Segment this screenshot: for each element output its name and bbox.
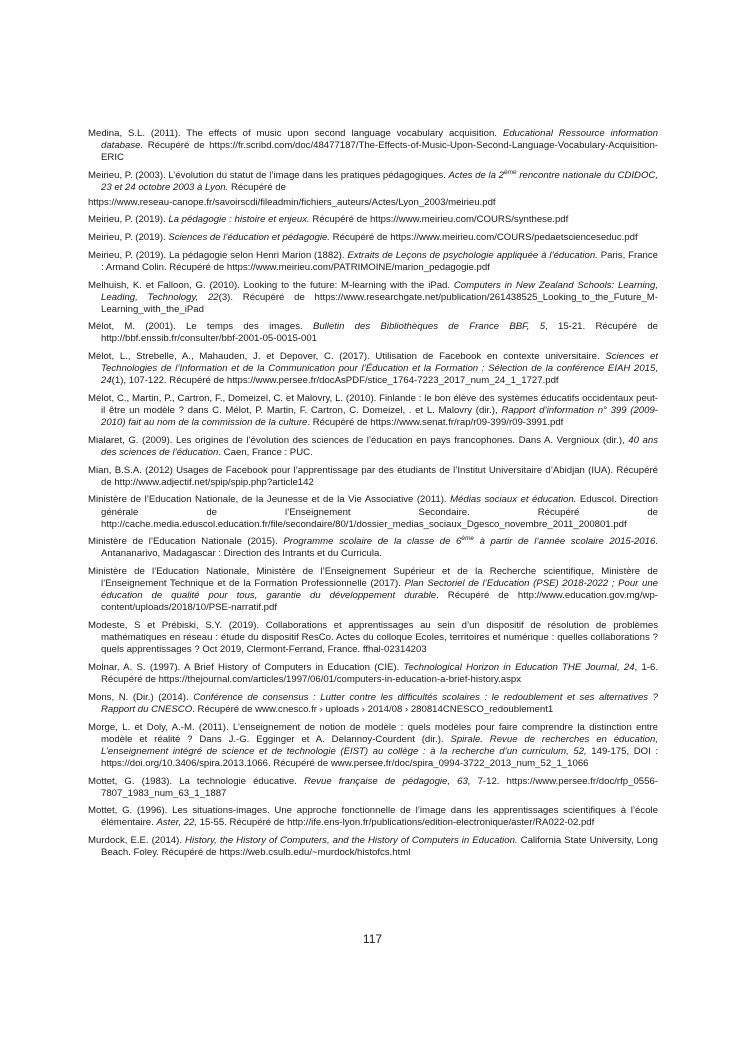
reference-text: 15-55. Récupéré de http://ife.ens-lyon.fr/publications/edition-electronique/aster/RA022-02.pdf — [197, 817, 595, 829]
reference-text: Modeste, S et Prébiski, S.Y. (2019). Collaborations et apprentissages au sein d’un dispositif de résolution de problèmes mathématiques en réseau : étude du dispositif ResCo. Actes du colloque Ecoles, territoires et numérique : quelles collaborations ? quels apprentissages ? Oct 2019, Clermont-Ferrand, France. ffhal-02314203 — [88, 620, 658, 656]
reference-entry — [88, 722, 658, 770]
reference-text: Mélot, M. (2001). Le temps des images. — [88, 321, 313, 333]
reference-text: Mélot, C., Martin, P., Cartron, F., Domeizel, C. et Malovry, L. (2010). Finlande : le bon élève des systèmes éducatifs occidentaux peut-il être un modèle ? dans C. Mélot, P. Martin, F. Cartron, C. Domeizel, . et L. Malovry (dir.), — [88, 393, 658, 417]
reference-italic-text: Spirale. Revue de recherches en éducation, L’enseignement intégré de science et de technologie (EIST) au collège : à la recherche d’un curriculum, 52, — [101, 733, 658, 757]
reference-text: Ministère de l’Education Nationale, de la Jeunesse et de la Vie Associative (2011). — [88, 494, 451, 506]
reference-entry — [88, 620, 658, 656]
reference-italic-text: Aster, 22, — [156, 817, 197, 829]
reference-text: Morge, L. et Doly, A.-M. (2011). L’enseignement de notion de modèle : quels modèles pour faire comprendre la distinction entre modèle et réalité ? Dans J.-G. Egginger et A. Delannoy-Courdent (dir.). — [88, 721, 658, 745]
reference-text: Meirieu, P. (2019). La pédagogie selon Henri Marion (1882). — [88, 249, 348, 261]
reference-text: Mons, N. (Dir.) (2014). — [88, 691, 194, 703]
reference-italic-text: Conférence de consensus : Lutter contre les difficultés scolaires : le redoublement et ses alternatives ? Rapport du CNESCO — [101, 691, 658, 715]
reference-text: 149-175, DOI : https://doi.org/10.3406/spira.2013.1066. Récupéré de www.persee.fr/doc/spira_0994-3722_2013_num_52_1_1066 — [101, 745, 659, 769]
reference-italic-text: Sciences de l’éducation et pédagogie. — [168, 232, 330, 244]
reference-italic-text: Revue française de pédagogie, 63, — [303, 775, 471, 787]
reference-text: . Récupéré de https://www.senat.fr/rap/r09-399/r09-3991.pdf — [307, 417, 564, 429]
reference-entry — [88, 280, 658, 316]
reference-text: Meirieu, P. (2019). — [88, 214, 169, 226]
reference-entry — [88, 805, 658, 829]
reference-text: 7-12. https://www.persee.fr/doc/rfp_0556-7807_1983_num_63_1_1887 — [101, 775, 658, 799]
reference-italic-text: à partir de l’année scolaire 2015-2016 — [474, 536, 656, 548]
reference-text: . Récupéré de www.cnesco.fr › uploads › 2014/08 › 280814CNESCO_redoublement1 — [192, 703, 554, 715]
reference-entry — [88, 435, 658, 459]
reference-text: (3). Récupéré de https://www.researchgate.net/publication/261438525_Looking_to_the_Future_M-Learning_with_the_iPad — [101, 291, 658, 315]
reference-text: Meirieu, P. (2003). L’évolution du statut de l’image dans les pratiques pédagogiques. — [88, 169, 449, 181]
reference-text: Récupéré de — [228, 181, 286, 193]
reference-entry — [88, 197, 658, 209]
reference-text: Ministère de l’Education Nationale, Ministère de l’Enseignement Supérieur et de la Recherche scientifique, Ministère de l’Enseignement Technique et de la Formation Professionnelle (2017). — [88, 566, 658, 590]
reference-italic-text: History, the History of Computers, and the History of Computers in Education. — [185, 835, 518, 847]
reference-text: https://www.reseau-canope.fr/savoirscdi/fileadmin/fichiers_auteurs/Actes/Lyon_2003/meirieu.pdf — [88, 196, 496, 208]
reference-text: Meirieu, P. (2019). — [88, 232, 169, 244]
reference-text: , 15-21. Récupéré de http://bbf.enssib.fr/consulter/bbf-2001-05-0015-001 — [101, 321, 658, 345]
reference-italic-text: ème — [461, 535, 475, 543]
reference-italic-text: Programme scolaire de la classe de 6 — [283, 536, 462, 548]
reference-text: Murdock, E.E. (2014). — [88, 835, 186, 847]
reference-text: , 1-6. Récupéré de https://thejournal.com/articles/1997/06/01/computers-in-education-a-brief-history.aspx — [101, 661, 658, 686]
reference-entry — [88, 465, 658, 489]
reference-italic-text: Médias sociaux et éducation. — [450, 494, 577, 506]
reference-entry — [88, 232, 658, 244]
reference-entry — [88, 776, 658, 800]
reference-italic-text: Rapport d’information n° 399 (2009-2010) fait au nom de la commission de la culture — [101, 405, 658, 429]
reference-entry — [88, 393, 658, 429]
reference-text: California State University, Long Beach. Foley. Récupéré de https://web.csulb.edu/~murdock/histofcs.html — [101, 835, 659, 859]
reference-italic-text: Technological Horizon in Education THE Journal, 24 — [403, 661, 635, 673]
reference-text: . Antananarivo, Madagascar : Direction des Intrants et du Curricula. — [101, 536, 658, 560]
reference-text: . Récupéré de http://www.education.gov.mg/wp-content/uploads/2018/10/PSE-narratif.pdf — [101, 590, 659, 614]
reference-entry — [88, 321, 658, 345]
reference-italic-text: Educational Ressource information database. — [101, 128, 658, 152]
reference-entry — [88, 351, 658, 387]
reference-list — [88, 128, 658, 865]
reference-entry — [88, 170, 658, 194]
reference-entry — [88, 536, 658, 560]
reference-text: Mian, B.S.A. (2012) Usages de Facebook pour l’apprentissage par des étudiants de l’Institut Universitaire d’Abidjan (IUA). Récupéré de http://www.adjectif.net/spip/spip.php?article142 — [88, 464, 658, 488]
reference-italic-text: Actes de la 2 — [448, 169, 504, 181]
reference-entry — [88, 494, 658, 530]
reference-text: Mottet, G. (1983). La technologie éducative. — [88, 775, 304, 787]
page-number: 117 — [362, 932, 383, 946]
reference-text: Molnar, A. S. (1997). A Brief History of Computers in Education (CIE). — [88, 661, 404, 673]
reference-entry — [88, 692, 658, 716]
reference-text: Récupéré de https://fr.scribd.com/doc/48477187/The-Effects-of-Music-Upon-Second-Language-Vocabulary-Acquisition-ERIC — [101, 140, 658, 164]
reference-italic-text: Computers in New Zealand Schools: Learning, Leading, Technology, 22 — [101, 279, 658, 303]
reference-text: . Caen, France : PUC. — [218, 447, 313, 458]
reference-text: Ministère de l’Education Nationale (2015). — [88, 536, 284, 548]
reference-entry — [88, 662, 658, 686]
reference-entry — [88, 128, 658, 164]
reference-text: Melhuish, K. et Falloon, G. (2010). Looking to the future: M-learning with the iPad. — [88, 279, 454, 291]
reference-entry — [88, 250, 658, 274]
reference-text: (1), 107-122. Récupéré de https://www.persee.fr/docAsPDF/stice_1764-7223_2017_num_24_1_1727.pdf — [111, 375, 559, 387]
reference-entry — [88, 566, 658, 614]
reference-italic-text: Plan Sectoriel de l’Education (PSE) 2018-2022 ; Pour une éducation de qualité pour tous, garantie du développement durable — [101, 578, 658, 602]
reference-italic-text: Sciences et Technologies de l’Information et de la Communication pour l’Éducation et la Formation : Sélection de la conférence EIAH 2015, 24 — [101, 351, 658, 387]
reference-italic-text: rencontre nationale du CDIDOC, 23 et 24 octobre 2003 à Lyon. — [101, 169, 658, 193]
reference-italic-text: Extraits de Leçons de psychologie appliquée à l’éducation. — [347, 249, 598, 261]
reference-text: Eduscol. Direction générale de l’Enseignement Secondaire. Récupéré de http://cache.media.eduscol.education.fr/file/secondaire/80/1/dossier_medias_sociaux_Dgesco_novembre_2011_200801.pdf — [101, 494, 658, 530]
reference-text: Medina, S.L. (2011). The effects of music upon second language vocabulary acquisition. — [88, 128, 503, 139]
reference-italic-text: 40 ans des sciences de l’éducation — [101, 434, 658, 458]
reference-text: Récupéré de https://www.meirieu.com/COURS/pedaetscienceseduc.pdf — [329, 232, 638, 244]
reference-text: Récupéré de https://www.meirieu.com/COURS/synthese.pdf — [309, 214, 569, 226]
reference-italic-text: ème — [503, 168, 517, 176]
reference-italic-text: La pédagogie : histoire et enjeux. — [168, 214, 310, 226]
reference-text: Paris, France : Armand Colin. Récupéré de https://www.meirieu.com/PATRIMOINE/marion_pedagogie.pdf — [101, 249, 659, 273]
reference-text: Mialaret, G. (2009). Les origines de l’évolution des sciences de l’éducation en pays francophones. Dans A. Vergnioux (dir.), — [88, 434, 629, 446]
reference-entry — [88, 835, 658, 859]
reference-italic-text: Bulletin des Bibliothèques de France BBF, 5 — [312, 321, 546, 333]
reference-entry — [88, 214, 658, 226]
reference-text: Mélot, L., Strebelle, A., Mahauden, J. et Depover, C. (2017). Utilisation de Facebook en contexte universitaire. — [88, 351, 606, 363]
reference-text: Mottet, G. (1996). Les situations-images. Une approche fonctionnelle de l’image dans les apprentissages scientifiques à l’école élémentaire. — [88, 805, 658, 829]
